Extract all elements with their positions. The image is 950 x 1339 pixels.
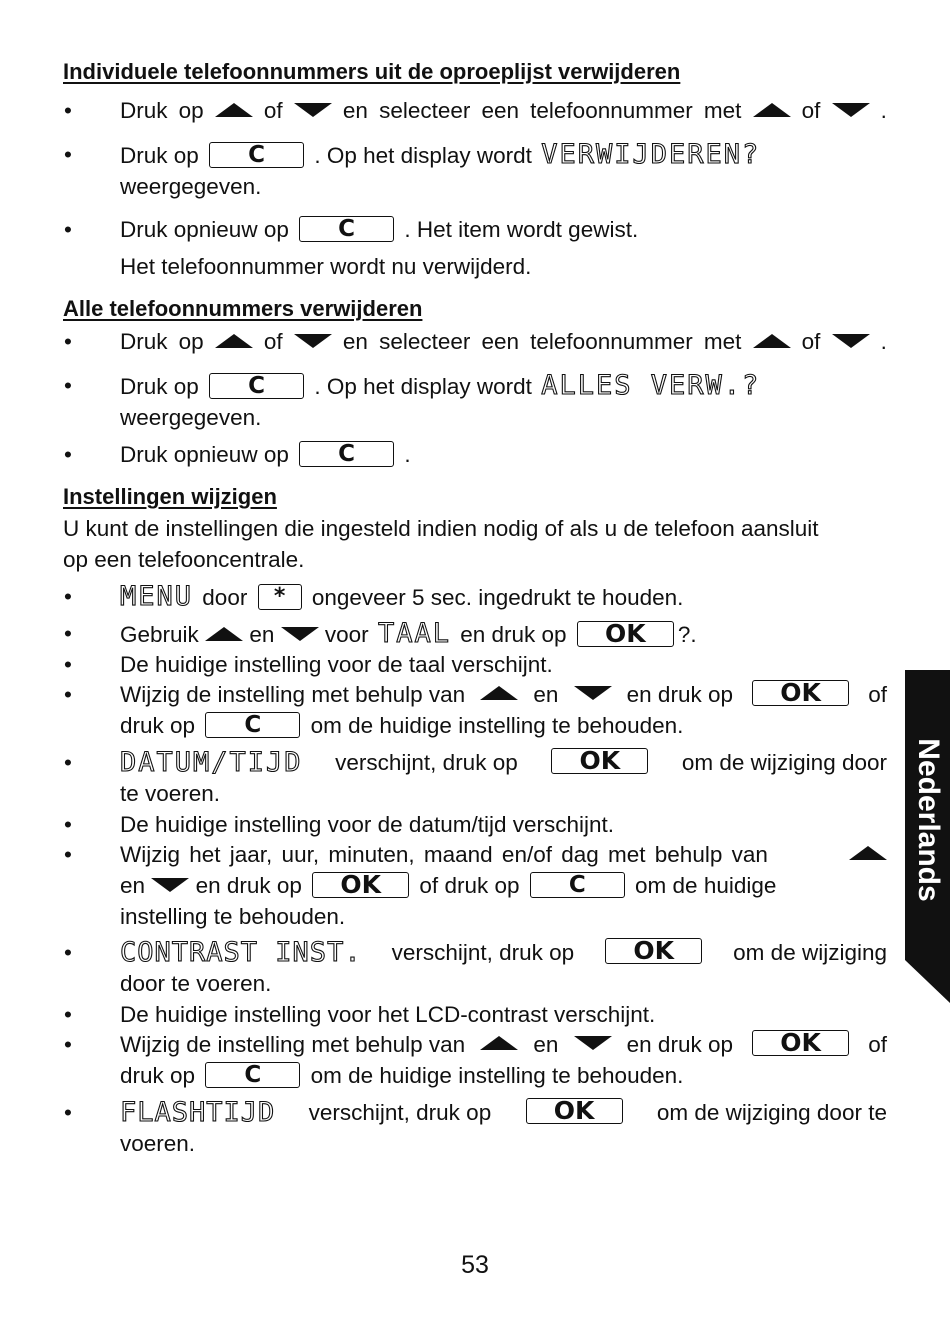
bullet: •: [64, 940, 72, 965]
heading-delete-single: Individuele telefoonnummers uit de oproeplijst verwijderen: [63, 59, 681, 84]
arrow-down-icon: [294, 333, 332, 349]
arrow-down-icon: [281, 626, 319, 642]
language-tab-label: Nederlands: [911, 738, 945, 902]
c-key: C: [299, 216, 394, 242]
bullet: •: [64, 842, 72, 867]
bullet: •: [64, 682, 72, 707]
star-key: *: [258, 584, 302, 610]
arrow-up-icon: [215, 102, 253, 118]
arrow-down-icon: [574, 685, 612, 701]
continuation-text: Het telefoonnummer wordt nu verwijderd.: [120, 254, 532, 279]
ok-key: OK: [752, 1030, 849, 1056]
bullet: •: [64, 750, 72, 775]
arrow-up-icon: [480, 685, 518, 701]
bullet: •: [64, 1002, 72, 1027]
ok-key: OK: [551, 748, 648, 774]
arrow-up-icon: [205, 626, 243, 642]
bullet: •: [64, 1100, 72, 1125]
bullet: •: [64, 584, 72, 609]
heading-delete-all: Alle telefoonnummers verwijderen: [63, 296, 423, 321]
lcd-text: CONTRAST INST.: [120, 937, 362, 968]
c-key: C: [205, 712, 300, 738]
arrow-down-icon: [832, 102, 870, 118]
lcd-text: ALLES VERW.?: [541, 370, 761, 401]
ok-key: OK: [312, 872, 409, 898]
settings-intro: U kunt de instellingen die ingesteld indien nodig of als u de telefoon aansluit op een telefooncentrale.: [63, 516, 819, 572]
c-key: C: [299, 441, 394, 467]
lcd-text: TAAL: [377, 618, 451, 649]
ok-key: OK: [526, 1098, 623, 1124]
bullet: •: [64, 442, 72, 467]
ok-key: OK: [752, 680, 849, 706]
ok-key: OK: [577, 621, 674, 647]
lcd-text: FLASHTIJD: [120, 1097, 276, 1128]
arrow-up-icon: [753, 102, 791, 118]
bullet: •: [64, 142, 72, 167]
bullet: •: [64, 1032, 72, 1057]
bullet: •: [64, 98, 72, 123]
bullet: •: [64, 329, 72, 354]
c-key: C: [209, 142, 304, 168]
arrow-up-icon: [753, 333, 791, 349]
arrow-down-icon: [151, 877, 189, 893]
c-key: C: [209, 373, 304, 399]
bullet: •: [64, 217, 72, 242]
manual-page: Individuele telefoonnummers uit de oproeplijst verwijderen • Druk op of en selecteer een telefoonnummer met of . • Druk op C . Op het display wordt VERWIJDEREN? weergegeven. • Druk opnieuw op C . Het item wordt gewist. Het telefoonnummer wordt nu verwijderd. Alle telefoonnummers verwijderen • Druk op of en selecteer een telefoonnummer met of . • Druk op C . Op het display wordt ALLES VERW.? weergegeven. • Druk opnieuw op C . Instellingen wijzigen U kunt de instellingen die ingesteld indien nodig of als u de telefoon aansluit op een telefooncentrale. • MENU door * ongeveer 5 sec. ingedrukt te houden. • Gebruik en voor TAAL en druk op OK ?. • De huidige instelling voor de taal verschijnt. • Wijzig de instelling met behulp van en en druk op OK of druk op C om de huidige instelling te behouden. • DATUM/TIJD verschijnt, druk op OK om de wijziging door te voeren. • De huidige instelling voor de datum/tijd verschijnt. • Wijzig het jaar, uur, minuten, maand en/of dag met behulp van en en druk op OK of druk op C om de huidige instelling te behouden. • CONTRAST INST. verschijnt, druk op OK om de wijziging door te voeren. • De huidige instelling voor het LCD-contrast verschijnt. • Wijzig de instelling met behulp van en en druk op OK of druk op C om de huidige instelling te behouden. • FLASHTIJD verschijnt, druk op OK om de wijziging door te voeren. Nederlands 53: [0, 0, 950, 1339]
lcd-text: DATUM/TIJD: [120, 747, 303, 778]
arrow-up-icon: [215, 333, 253, 349]
lcd-text: VERWIJDEREN?: [541, 139, 761, 170]
arrow-down-icon: [832, 333, 870, 349]
bullet: •: [64, 373, 72, 398]
bullet: •: [64, 812, 72, 837]
arrow-down-icon: [294, 102, 332, 118]
lcd-text: MENU: [120, 581, 194, 612]
bullet: •: [64, 652, 72, 677]
c-key: C: [205, 1062, 300, 1088]
bullet: •: [64, 621, 72, 646]
ok-key: OK: [605, 938, 702, 964]
arrow-down-icon: [574, 1035, 612, 1051]
arrow-up-icon: [480, 1035, 518, 1051]
arrow-up-icon: [849, 845, 887, 861]
page-number: 53: [461, 1251, 489, 1279]
c-key: C: [530, 872, 625, 898]
heading-settings: Instellingen wijzigen: [63, 484, 277, 509]
